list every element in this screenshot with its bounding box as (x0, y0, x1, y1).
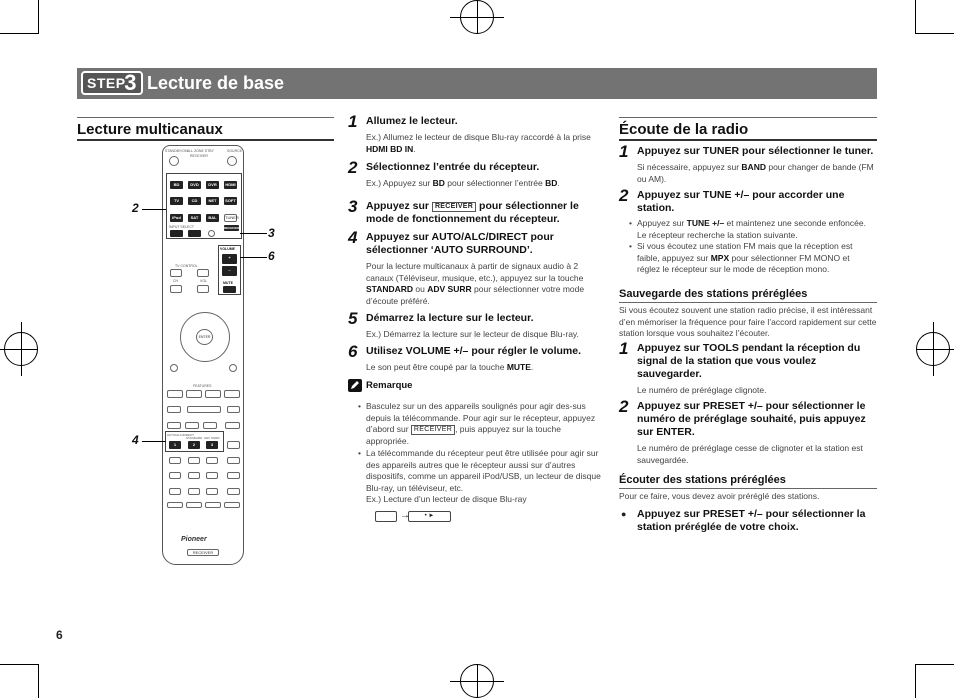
note-item-2: • La télécommande du récepteur peut être utilisée pour agir sur des appareils autres que le récepteur aussi sur d’autres dispositifs, comme un appareil iPod/USB, un lecteur de disque Blu-ray, un téléviseur, etc. Ex.) Lecture d’un lecteur de disque Blu-ray (366, 448, 606, 506)
receiver-tag: RECEIVER (411, 425, 455, 435)
divider (619, 488, 877, 489)
step-1-power-on: 1 Allumez le lecteur. Ex.) Allumez le lecteur de disque Blu-ray raccordé à la prise HDMI BD IN. (348, 112, 591, 154)
crop-mark (0, 33, 38, 34)
callout-2: 2 (132, 201, 139, 215)
listen-step: Appuyez sur PRESET +/– pour sélectionner la station préréglée de votre choix. (637, 508, 866, 533)
power-button (169, 156, 179, 166)
radio-step-1: 1 Appuyez sur TUNER pour sélectionner le tuner. Si nécessaire, appuyez sur BAND pour changer de bande (FM ou AM). (619, 142, 874, 184)
standard-button: 2 (188, 441, 200, 449)
input-select-left (170, 230, 183, 237)
status-button (208, 230, 215, 237)
divider (619, 302, 877, 303)
ch-down-button (170, 285, 182, 293)
crop-mark (38, 664, 39, 698)
section-title-multichannel: Lecture multicanaux (77, 121, 223, 138)
callout-3: 3 (268, 226, 275, 240)
listen-intro: Pour ce faire, vous devez avoir préréglé des stations. (619, 491, 820, 501)
input-select-right (188, 230, 201, 237)
divider (77, 117, 334, 118)
source-bd-button-illustration (375, 511, 397, 522)
step-5-start-playback: 5 Démarrez la lecture sur le lecteur. Ex.) Démarrez la lecture sur le lecteur de disque Blu-ray. (348, 309, 579, 339)
return-button (229, 364, 237, 372)
note-pencil-icon (348, 379, 362, 392)
save-step-1: 1 Appuyez sur TOOLS pendant la réception du signal de la station que vous voulez sauvegarder. Le numéro de préréglage clignote. (619, 339, 861, 395)
section-title-radio: Écoute de la radio (619, 121, 749, 138)
step-2-select-input: 2 Sélectionnez l’entrée du récepteur. Ex.) Appuyez sur BD pour sélectionner l’entrée BD. (348, 158, 560, 188)
step-3-receiver-mode: 3 Appuyez sur RECEIVER pour sélectionner le mode de fonctionnement du récepteur. (348, 197, 579, 225)
vol-down-button (197, 285, 209, 293)
callout-4: 4 (132, 433, 139, 447)
vol-up-button (197, 269, 209, 277)
mute-button (223, 286, 236, 293)
tune-note-2: • Si vous écoutez une station FM mais que la réception est faible, appuyez sur MPX pour sélectionner FM MONO et réglez le récepteur sur le mode de réception mono. (637, 241, 873, 276)
save-intro: Si vous écoutez souvent une station radio précise, il est intéressant d’en mémoriser la fréquence pour faire l’accord rapidement sur cette station lorsque vous souhaitez l’écouter. (619, 305, 877, 338)
crop-mark (915, 664, 916, 698)
brand-logo: Pioneer (181, 536, 207, 543)
step-label: STEP (87, 75, 126, 91)
source-power-button (227, 156, 237, 166)
page-title: Lecture de base (147, 73, 285, 93)
page-header (77, 68, 877, 99)
adv-surr-button: 3 (206, 441, 218, 449)
subsection-title-save: Sauvegarde des stations préréglées (619, 288, 808, 300)
tune-note-1: • Appuyez sur TUNE +/– et maintenez une seconde enfoncée. Le récepteur recherche la station suivante. (637, 218, 873, 241)
crop-mark (915, 0, 916, 34)
remote-control-illustration: STANDBY/ON ALL ZONE STBY RECEIVER SOURCE BD DVD DVR HDMI TV CD NET SOFT iPod SAT BAL TUNER INPUT SELECT RECEIVER VOLUME + – MUTE TV CONTROL CH VOL ENTER FEATURES AUTO/ALC/DIRECT STANDARD ADV SURR 1 2 3 Pioneer RECEIVER (162, 145, 244, 565)
step-badge (81, 71, 143, 95)
auto-alc-direct-button: 1 (169, 441, 181, 449)
save-step-2: 2 Appuyez sur PRESET +/– pour sélectionner le numéro de préréglage souhaité, puis appuyez sur ENTER. Le numéro de préréglage cesse de clignoter et la station est sauvegardée. (619, 397, 866, 465)
step-6-volume: 6 Utilisez VOLUME +/– pour régler le volume. Le son peut être coupé par la touche MUTE. (348, 342, 582, 372)
crop-mark (0, 664, 38, 665)
divider (77, 139, 334, 141)
crop-mark (916, 664, 954, 665)
page-number: 6 (56, 628, 63, 642)
home-button (170, 364, 178, 372)
subsection-title-listen: Écouter des stations préréglées (619, 474, 786, 486)
divider (619, 117, 877, 118)
bullet-icon: ● (621, 509, 627, 519)
callout-6: 6 (268, 249, 275, 263)
crop-mark (916, 33, 954, 34)
volume-up-button: + (222, 254, 237, 264)
radio-step-2: 2 Appuyez sur TUNE +/– pour accorder une station. (619, 186, 845, 214)
volume-down-button: – (222, 266, 237, 276)
ch-up-button (170, 269, 182, 277)
arrow-icon: → (400, 510, 410, 521)
receiver-tag: RECEIVER (432, 202, 476, 212)
step-number: 3 (124, 70, 137, 95)
step-4-auto-surround: 4 Appuyez sur AUTO/ALC/DIRECT pour sélectionner ‘AUTO SURROUND’. Pour la lecture multicanaux à partir de signaux audio à 2 canaux (Téléviseur, musique, etc.), appuyez sur la touche STANDARD ou ADV SURR pour sélectionner votre mode d’écoute préféré. (348, 228, 585, 306)
note-item-1: • Basculez sur un des appareils soulignés pour agir des-sus depuis la télécommande. Pour agir sur le récepteur, appuyez d’abord sur RECEIVER , puis appuyez sur la touche appropriée. (366, 401, 604, 447)
divider (619, 139, 877, 141)
note-title: Remarque (366, 380, 413, 391)
play-button-illustration: • ► (408, 511, 451, 522)
crop-mark (38, 0, 39, 34)
enter-button: ENTER (196, 329, 213, 345)
